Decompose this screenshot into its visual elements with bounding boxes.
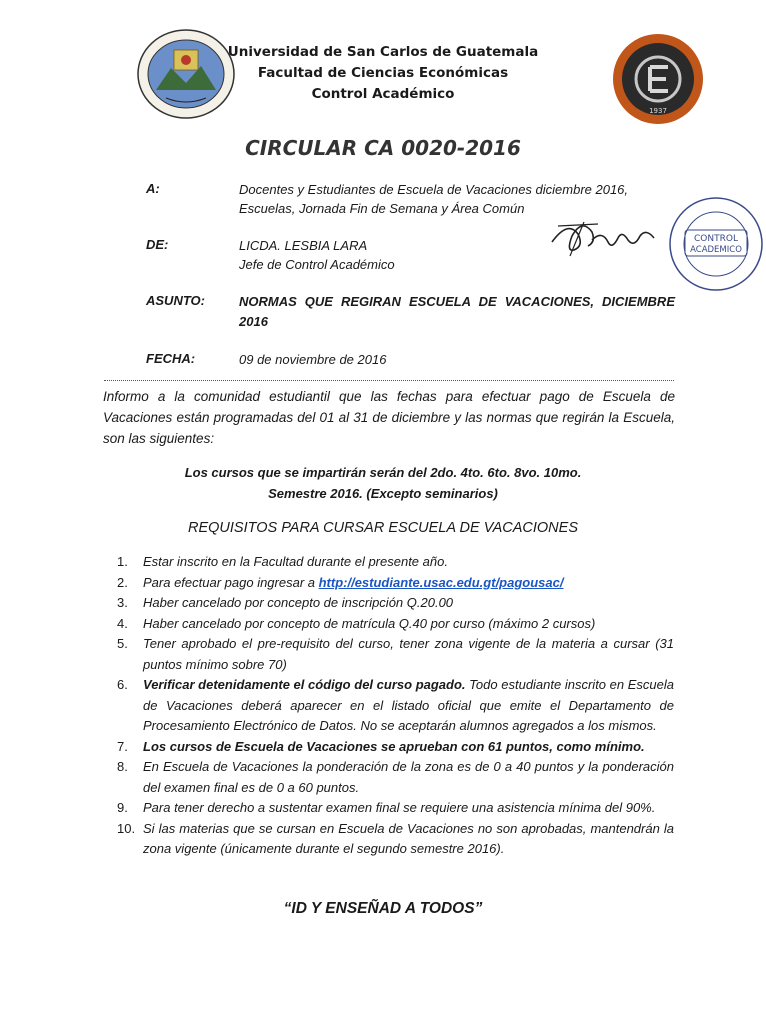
from-line-1: LICDA. LESBIA LARA <box>239 238 368 253</box>
requirement-text: Haber cancelado por concepto de inscripción Q.20.00 <box>143 595 454 610</box>
faculty-seal-year: 1937 <box>649 107 667 115</box>
requirement-text: Estar inscrito en la Facultad durante el presente año. <box>143 554 448 569</box>
payment-link[interactable]: http://estudiante.usac.edu.gt/pagousac/ <box>318 574 564 590</box>
requirements-list <box>0 552 674 860</box>
courses-note <box>0 462 766 504</box>
requirement-item <box>0 798 674 819</box>
from-label: DE: <box>146 237 169 252</box>
requirements-title: REQUISITOS PARA CURSAR ESCUELA DE VACACIONES <box>188 520 578 536</box>
requirement-item <box>0 573 674 594</box>
date-label: FECHA: <box>146 351 196 366</box>
university-name: Universidad de San Carlos de Guatemala <box>227 44 539 60</box>
requirement-number: 8. <box>117 759 128 774</box>
requirement-item <box>0 614 674 635</box>
stamp-line-2: ACADEMICO <box>690 245 742 255</box>
requirement-text: Tener aprobado el pre-requisito del curso, tener zona vigente de la materia a cursar (31 puntos mínimo sobre 70) <box>143 636 674 672</box>
signature <box>548 212 658 262</box>
requirement-text: Para tener derecho a sustentar examen final se requiere una asistencia mínima del 90%. <box>143 800 656 815</box>
requirement-number: 5. <box>117 636 128 651</box>
courses-line-1: Los cursos que se impartirán serán del 2do. 4to. 6to. 8vo. 10mo. <box>184 465 582 480</box>
separator <box>104 380 674 381</box>
subject-value: NORMAS QUE REGIRAN ESCUELA DE VACACIONES, DICIEMBRE 2016 <box>239 294 675 329</box>
to-line-1: Docentes y Estudiantes de Escuela de Vacaciones diciembre 2016, <box>239 182 629 197</box>
requirement-number: 2. <box>117 574 128 590</box>
requirement-number: 4. <box>117 615 128 631</box>
requirement-number: 10. <box>117 820 136 836</box>
requirement-text: Haber cancelado por concepto de matrícula Q.40 por curso (máximo 2 cursos) <box>143 615 596 631</box>
requirement-item <box>0 819 674 860</box>
requirement-text: En Escuela de Vacaciones la ponderación de la zona es de 0 a 40 puntos y la ponderación del examen final es de 0 a 60 puntos. <box>143 759 674 795</box>
requirement-number: 9. <box>117 800 128 815</box>
stamp-line-1: CONTROL <box>694 234 738 244</box>
requirement-item <box>0 737 674 758</box>
requirement-item <box>0 757 674 798</box>
requirement-text: Para efectuar pago ingresar a <box>143 574 319 590</box>
date-value: 09 de noviembre de 2016 <box>239 352 387 367</box>
requirement-item <box>0 675 674 737</box>
requirement-number: 7. <box>117 738 128 754</box>
requirement-number: 6. <box>117 677 128 692</box>
requirement-bold-text: Verificar detenidamente el código del curso pagado. <box>143 677 466 692</box>
intro-paragraph: Informo a la comunidad estudiantil que las fechas para efectuar pago de Escuela de Vacaciones están programadas del 01 al 31 de diciembre y las normas que regirán la Escuela, son las siguientes: <box>103 389 675 446</box>
requirement-item <box>0 552 674 573</box>
faculty-seal <box>612 33 704 125</box>
motto: “ID Y ENSEÑAD A TODOS” <box>283 900 483 917</box>
control-academico-stamp <box>668 180 764 308</box>
department-name: Control Académico <box>311 86 455 102</box>
requirement-bold-text: Los cursos de Escuela de Vacaciones se aprueban con 61 puntos, como mínimo. <box>143 738 645 754</box>
requirement-text: Todo estudiante inscrito en Escuela de Vacaciones deberá aparecer en el listado oficial que emite el Departamento de Procesamiento Electrónico de Datos. No se aceptarán alumnos agregados a los mismos. <box>143 677 675 733</box>
requirement-text: Si las materias que se cursan en Escuela de Vacaciones no son aprobadas, mantendrán la zona vigente (únicamente durante el segundo semestre 2016). <box>143 820 674 856</box>
subject-label: ASUNTO: <box>146 293 205 308</box>
requirement-item <box>0 634 674 675</box>
requirement-number: 3. <box>117 595 128 610</box>
faculty-name: Facultad de Ciencias Económicas <box>257 65 509 81</box>
to-label: A: <box>146 181 160 196</box>
to-line-2: Escuelas, Jornada Fin de Semana y Área Común <box>239 201 525 216</box>
from-line-2: Jefe de Control Académico <box>239 257 395 272</box>
courses-line-2: Semestre 2016. (Excepto seminarios) <box>268 486 498 501</box>
circular-title: CIRCULAR CA 0020-2016 <box>245 136 521 160</box>
requirement-number: 1. <box>117 554 128 569</box>
requirement-item <box>0 593 674 614</box>
